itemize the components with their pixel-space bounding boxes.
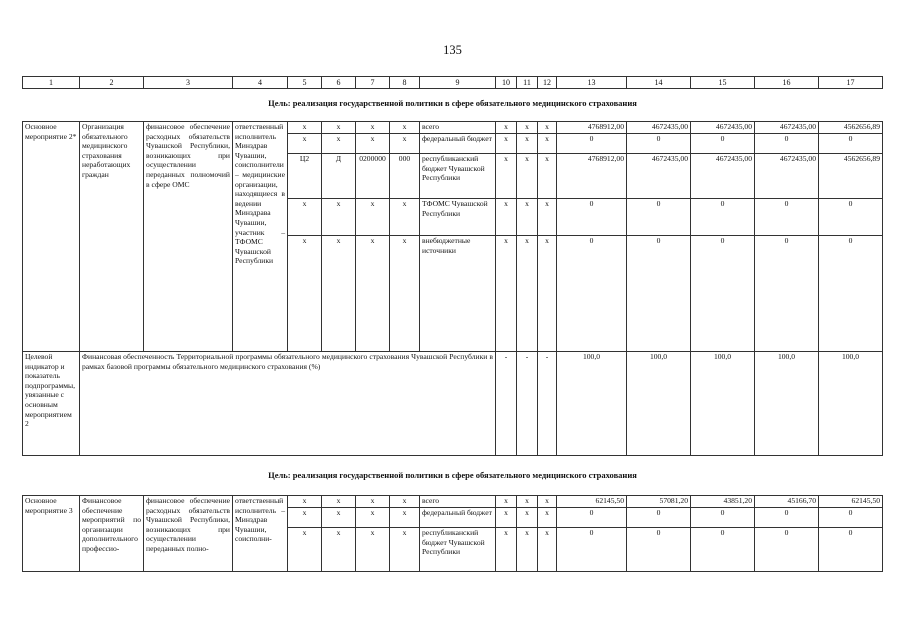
goal-heading: Цель: реализация государственной политики в сфере обязательного медицинского страхования <box>268 470 637 480</box>
code-cell: x <box>496 508 517 528</box>
amount-cell: 0 <box>819 508 883 528</box>
code-cell: x <box>322 508 356 528</box>
table-row <box>23 122 883 134</box>
code-cell: x <box>356 236 390 352</box>
indicator-cell: - <box>496 352 517 456</box>
funding-source: федеральный бюджет <box>420 134 496 154</box>
code-cell: Ц2 <box>288 154 322 199</box>
funding-source: республиканский бюджет Чувашской Республики <box>420 154 496 199</box>
amount-cell: 4672435,00 <box>691 154 755 199</box>
amount-cell: 4768912,00 <box>557 154 627 199</box>
goal-heading: Цель: реализация государственной политики в сфере обязательного медицинского страхования <box>268 98 637 108</box>
amount-cell: 0 <box>755 199 819 236</box>
code-cell: x <box>517 122 538 134</box>
code-cell: Д <box>322 154 356 199</box>
code-cell: x <box>496 236 517 352</box>
code-cell: x <box>496 134 517 154</box>
code-cell: x <box>496 199 517 236</box>
code-cell: x <box>288 528 322 572</box>
program-table-wrapper <box>22 76 882 572</box>
amount-cell: 0 <box>627 199 691 236</box>
event-title: Основное мероприятие 3 <box>23 496 80 572</box>
code-cell: x <box>496 528 517 572</box>
amount-cell: 0 <box>755 508 819 528</box>
goal-row <box>23 456 883 496</box>
header-cell: 12 <box>538 77 557 89</box>
header-cell: 8 <box>390 77 420 89</box>
goal-row <box>23 89 883 122</box>
code-cell: x <box>496 122 517 134</box>
code-cell: x <box>538 122 557 134</box>
program-table <box>22 76 883 572</box>
amount-cell: 4562656,89 <box>819 154 883 199</box>
amount-cell: 0 <box>819 528 883 572</box>
code-cell: x <box>517 496 538 508</box>
amount-cell: 0 <box>819 199 883 236</box>
code-cell: x <box>538 236 557 352</box>
code-cell: x <box>288 134 322 154</box>
code-cell: x <box>517 134 538 154</box>
funding-source: федеральный бюджет <box>420 508 496 528</box>
page-number: 135 <box>443 43 462 57</box>
amount-cell: 0 <box>755 236 819 352</box>
header-cell: 4 <box>233 77 288 89</box>
amount-cell: 0 <box>557 134 627 154</box>
amount-cell: 0 <box>627 236 691 352</box>
header-cell: 14 <box>627 77 691 89</box>
event-executors: ответственный исполнитель Минздрав Чувашии, соисполнители – медицинские организации, находящиеся в ведении Минздрава Чувашии, участник – ТФОМС Чувашской Республики <box>233 122 288 352</box>
header-cell: 1 <box>23 77 80 89</box>
amount-cell: 0 <box>627 134 691 154</box>
code-cell: x <box>288 122 322 134</box>
event-title: Основное мероприятие 2* <box>23 122 80 352</box>
header-cell: 15 <box>691 77 755 89</box>
code-cell: x <box>322 528 356 572</box>
header-cell: 9 <box>420 77 496 89</box>
code-cell: x <box>390 508 420 528</box>
funding-source: республиканский бюджет Чувашской Республики <box>420 528 496 572</box>
indicator-value: 100,0 <box>557 352 627 456</box>
indicator-title: Целевой индикатор и показатель подпрограммы, увязанные с основным мероприятием 2 <box>23 352 80 456</box>
indicator-value: 100,0 <box>691 352 755 456</box>
amount-cell: 62145,50 <box>819 496 883 508</box>
code-cell: x <box>496 496 517 508</box>
code-cell: x <box>322 236 356 352</box>
code-cell: x <box>538 154 557 199</box>
amount-cell: 0 <box>755 528 819 572</box>
amount-cell: 62145,50 <box>557 496 627 508</box>
code-cell: x <box>538 134 557 154</box>
funding-source: ТФОМС Чувашской Республики <box>420 199 496 236</box>
amount-cell: 0 <box>627 528 691 572</box>
amount-cell: 0 <box>557 236 627 352</box>
indicator-value: 100,0 <box>627 352 691 456</box>
header-cell: 2 <box>80 77 144 89</box>
indicator-value: 100,0 <box>755 352 819 456</box>
code-cell: x <box>356 508 390 528</box>
code-cell: x <box>517 508 538 528</box>
code-cell: x <box>288 236 322 352</box>
amount-cell: 0 <box>557 508 627 528</box>
header-cell: 13 <box>557 77 627 89</box>
code-cell: x <box>517 199 538 236</box>
code-cell: x <box>356 528 390 572</box>
header-cell: 6 <box>322 77 356 89</box>
funding-source: внебюджетные источники <box>420 236 496 352</box>
indicator-value: 100,0 <box>819 352 883 456</box>
indicator-row <box>23 352 883 456</box>
amount-cell: 4672435,00 <box>755 122 819 134</box>
code-cell: x <box>356 122 390 134</box>
code-cell: x <box>322 496 356 508</box>
code-cell: x <box>517 528 538 572</box>
amount-cell: 4768912,00 <box>557 122 627 134</box>
header-cell: 10 <box>496 77 517 89</box>
code-cell: x <box>356 496 390 508</box>
amount-cell: 0 <box>819 236 883 352</box>
code-cell: x <box>288 508 322 528</box>
code-cell: x <box>517 154 538 199</box>
amount-cell: 57081,20 <box>627 496 691 508</box>
code-cell: x <box>390 528 420 572</box>
amount-cell: 0 <box>691 134 755 154</box>
code-cell: x <box>496 154 517 199</box>
amount-cell: 0 <box>691 508 755 528</box>
event-name: Финансовое обеспечение мероприятий по организации дополнительного профессио- <box>80 496 144 572</box>
amount-cell: 0 <box>557 199 627 236</box>
header-cell: 7 <box>356 77 390 89</box>
event-description: финансовое обеспечение расходных обязательств Чувашской Республики, возникающих при осуществлении переданных полно- <box>144 496 233 572</box>
amount-cell: 0 <box>691 236 755 352</box>
header-cell: 3 <box>144 77 233 89</box>
code-cell: x <box>517 236 538 352</box>
code-cell: x <box>538 508 557 528</box>
amount-cell: 0 <box>557 528 627 572</box>
indicator-text: Финансовая обеспеченность Территориальной программы обязательного медицинского страхования Чувашской Республики в рамках базовой программы обязательного медицинского страхования (%) <box>80 352 496 456</box>
code-cell: x <box>390 122 420 134</box>
header-cell: 17 <box>819 77 883 89</box>
amount-cell: 0 <box>755 134 819 154</box>
code-cell: 000 <box>390 154 420 199</box>
header-row <box>23 77 883 89</box>
code-cell: x <box>322 122 356 134</box>
code-cell: x <box>538 199 557 236</box>
funding-source: всего <box>420 122 496 134</box>
amount-cell: 0 <box>627 508 691 528</box>
indicator-cell: - <box>538 352 557 456</box>
code-cell: x <box>538 528 557 572</box>
amount-cell: 4672435,00 <box>627 122 691 134</box>
code-cell: x <box>390 236 420 352</box>
code-cell: x <box>390 199 420 236</box>
amount-cell: 4672435,00 <box>627 154 691 199</box>
amount-cell: 0 <box>691 528 755 572</box>
code-cell: x <box>356 134 390 154</box>
event-name: Организация обязательного медицинского страхования неработающих граждан <box>80 122 144 352</box>
table-row <box>23 496 883 508</box>
amount-cell: 45166,70 <box>755 496 819 508</box>
header-cell: 11 <box>517 77 538 89</box>
amount-cell: 4672435,00 <box>691 122 755 134</box>
indicator-cell: - <box>517 352 538 456</box>
code-cell: x <box>390 496 420 508</box>
code-cell: 0200000 <box>356 154 390 199</box>
amount-cell: 0 <box>819 134 883 154</box>
header-cell: 16 <box>755 77 819 89</box>
code-cell: x <box>538 496 557 508</box>
code-cell: x <box>356 199 390 236</box>
code-cell: x <box>288 199 322 236</box>
funding-source: всего <box>420 496 496 508</box>
code-cell: x <box>288 496 322 508</box>
amount-cell: 4562656,89 <box>819 122 883 134</box>
header-cell: 5 <box>288 77 322 89</box>
event-executors: ответственный исполнитель – Минздрав Чувашии, соисполни- <box>233 496 288 572</box>
amount-cell: 43851,20 <box>691 496 755 508</box>
code-cell: x <box>322 199 356 236</box>
code-cell: x <box>390 134 420 154</box>
amount-cell: 4672435,00 <box>755 154 819 199</box>
amount-cell: 0 <box>691 199 755 236</box>
code-cell: x <box>322 134 356 154</box>
event-description: финансовое обеспечение расходных обязательств Чувашской Республики, возникающих при осуществлении переданных полномочий в сфере ОМС <box>144 122 233 352</box>
